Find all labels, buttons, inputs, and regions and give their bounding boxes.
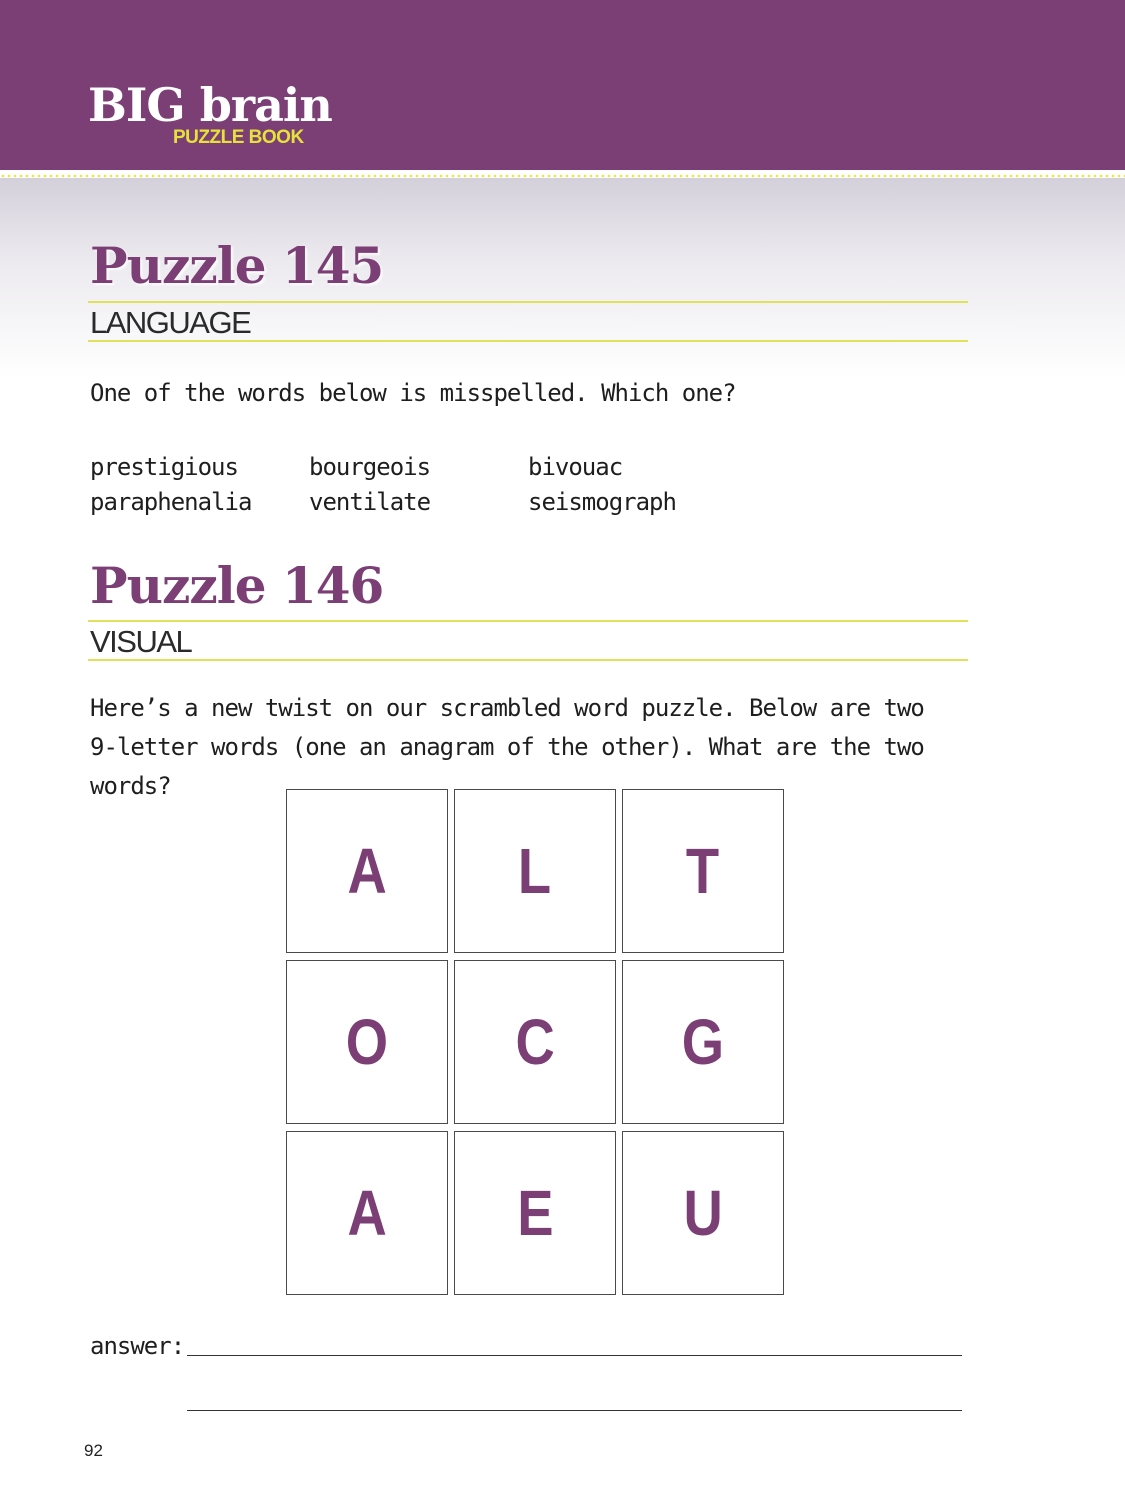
letter-grid: [286, 789, 784, 1295]
tile-letter: C: [515, 1006, 555, 1078]
answer-line[interactable]: [187, 1410, 962, 1411]
tile-letter: U: [683, 1177, 723, 1249]
tile-letter: A: [347, 835, 387, 907]
page-number: 92: [84, 1441, 103, 1460]
letter-tile: [622, 789, 784, 953]
letter-tile: [622, 1131, 784, 1295]
letter-tile: [454, 960, 616, 1124]
title-rule: [88, 301, 968, 303]
category-rule: [88, 659, 968, 661]
puzzle-146-category: VISUAL: [90, 624, 192, 659]
puzzle-145-category: LANGUAGE: [90, 305, 251, 340]
letter-tile: [286, 1131, 448, 1295]
word-list: [90, 450, 747, 520]
answer-label: answer:: [90, 1332, 185, 1360]
tile-letter: T: [686, 835, 720, 907]
word-item: bourgeois: [309, 453, 431, 481]
title-rule: [88, 620, 968, 622]
word-item: seismograph: [528, 488, 676, 516]
letter-tile: [286, 789, 448, 953]
book-logo-subtitle: PUZZLE BOOK: [173, 127, 304, 148]
book-logo: BIG brain: [88, 78, 332, 132]
letter-tile: [454, 789, 616, 953]
puzzle-146-prompt: Here’s a new twist on our scrambled word puzzle. Below are two 9-letter words (one an anagram of the other). What are the two words?: [90, 694, 924, 800]
tile-letter: E: [516, 1177, 554, 1249]
word-item: ventilate: [309, 488, 431, 516]
tile-letter: L: [518, 835, 552, 907]
word-item: prestigious: [90, 453, 238, 481]
word-item: bivouac: [528, 453, 623, 481]
puzzle-145-title: Puzzle 145: [90, 236, 384, 295]
puzzle-145-prompt: One of the words below is misspelled. Which one?: [90, 379, 736, 407]
letter-tile: [454, 1131, 616, 1295]
category-rule: [88, 340, 968, 342]
tile-letter: A: [347, 1177, 387, 1249]
puzzle-146-title: Puzzle 146: [90, 556, 384, 615]
tile-letter: O: [345, 1006, 389, 1078]
answer-line[interactable]: [187, 1355, 962, 1356]
tile-letter: G: [681, 1006, 725, 1078]
letter-tile: [622, 960, 784, 1124]
letter-tile: [286, 960, 448, 1124]
word-item: paraphenalia: [90, 488, 252, 516]
